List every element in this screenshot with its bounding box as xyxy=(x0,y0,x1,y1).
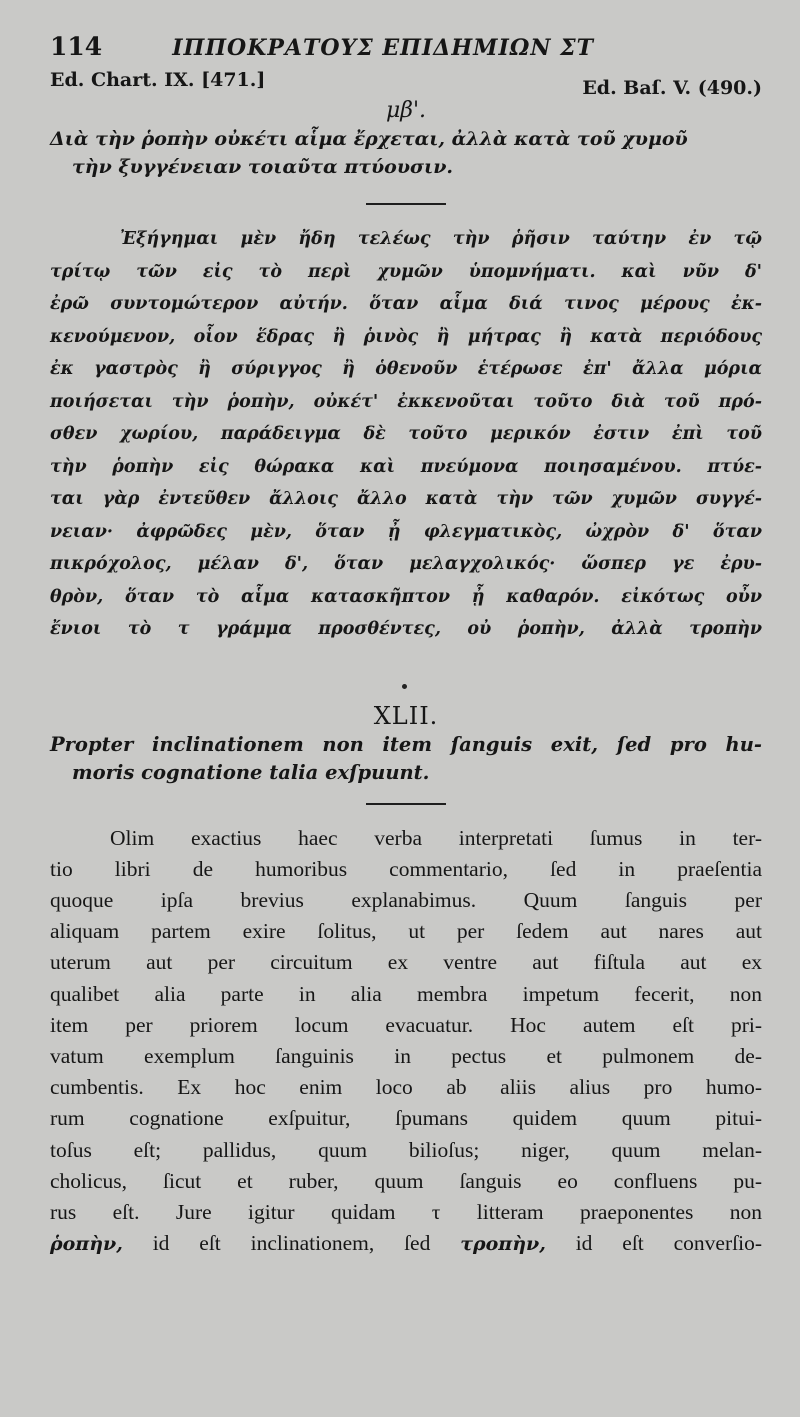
latin-text-segment: id eſt converſio- xyxy=(545,1231,762,1256)
page-header xyxy=(50,30,762,65)
greek-commentary-line: θρὸν, ὅταν τὸ αἷμα κατασκῆπτον ᾖ καθαρόν. εἰκότως οὖν xyxy=(50,586,762,607)
greek-commentary-line: ἐκ γαστρὸς ἢ σύριγγος ἢ ὁθενοῦν ἑτέρωσε ἐπ' ἄλλα μόρια xyxy=(50,359,762,379)
running-title: ΙΠΠΟΚΡΑΤΟΥΣ ΕΠΙΔΗΜΙΩΝ ΣΤ xyxy=(172,35,595,61)
latin-commentary-line: uterum aut per circuitum ex ventre aut fiſtula aut ex xyxy=(50,950,762,975)
greek-commentary-line: σθεν χωρίου, παράδειγμα δὲ τοῦτο μερικόν ἐστιν ἐπὶ τοῦ xyxy=(50,424,762,444)
greek-commentary-line: ποιήσεται τὴν ῥοπὴν, οὐκέτ' ἐκκενοῦται τοῦτο διὰ τοῦ πρό- xyxy=(50,391,762,412)
greek-commentary-line: πικρόχολος, μέλαν δ', ὅταν μελαγχολικός· ὥσπερ γε ἐρυ- xyxy=(50,554,762,574)
greek-commentary-line: κενούμενον, οἷον ἕδρας ἢ ῥινὸς ἢ μήτρας ἢ κατὰ περιόδους xyxy=(50,326,762,347)
edition-basel: Ed. Baſ. V. (490.) xyxy=(582,77,762,99)
latin-commentary-line: Olim exactius haec verba interpretati ſumus in ter- xyxy=(110,825,762,850)
greek-commentary-line: τρίτῳ τῶν εἰς τὸ περὶ χυμῶν ὑπομνήματι. καὶ νῦν δ' xyxy=(50,261,762,282)
greek-commentary-line: ται γὰρ ἐντεῦθεν ἄλλοις ἄλλο κατὰ τὴν τῶν χυμῶν συγγέ- xyxy=(50,489,762,509)
latin-commentary-line: item per priorem locum evacuatur. Hoc autem eſt pri- xyxy=(50,1012,762,1037)
greek-commentary-line: ἔνιοι τὸ τ γράμμα προσθέντες, οὐ ῥοπὴν, ἀλλὰ τροπὴν xyxy=(50,619,762,639)
greek-commentary-line: τὴν ῥοπὴν εἰς θώρακα καὶ πνεύμονα ποιησαμένου. πτύε- xyxy=(50,456,762,477)
latin-commentary-last-line xyxy=(50,1228,762,1260)
latin-aphorism-number: XLII. xyxy=(373,701,439,730)
latin-commentary-line: qualibet alia parte in alia membra impetum fecerit, non xyxy=(50,981,762,1006)
latin-commentary-line: cumbentis. Ex hoc enim loco ab aliis alius pro humo- xyxy=(50,1075,762,1100)
latin-commentary-line: toſus eſt; pallidus, quum bilioſus; niger, quum melan- xyxy=(50,1137,762,1162)
latin-commentary-line: aliquam partem exire ſolitus, ut per ſedem aut nares aut xyxy=(50,919,762,944)
latin-commentary-line: rus eſt. Jure igitur quidam τ litteram praeponentes non xyxy=(50,1199,762,1224)
section-divider xyxy=(366,203,446,205)
greek-lemma-line: τὴν ξυγγένειαν τοιαῦτα πτύουσιν. xyxy=(72,156,454,178)
page-number: 114 xyxy=(50,32,103,61)
latin-commentary-line: quoque ipſa brevius explanabimus. Quum ſanguis per xyxy=(50,887,762,912)
greek-commentary xyxy=(50,223,762,646)
ornament-dot xyxy=(402,684,407,689)
latin-commentary-line: rum cognatione exſpuitur, ſpumans quidem quum pitui- xyxy=(50,1106,762,1131)
latin-lemma xyxy=(50,731,762,787)
edition-references xyxy=(50,67,762,101)
latin-commentary xyxy=(50,823,762,1261)
latin-commentary-line: vatum exemplum ſanguinis in pectus et pulmonem de- xyxy=(50,1043,762,1068)
greek-lemma xyxy=(50,125,762,181)
edition-chartier: Ed. Chart. IX. [471.] xyxy=(50,69,266,91)
latin-commentary-line: tio libri de humoribus commentario, ſed in praeſentia xyxy=(50,856,762,881)
section-divider xyxy=(366,803,446,805)
greek-lemma-line: Διὰ τὴν ῥοπὴν οὐκέτι αἷμα ἔρχεται, ἀλλὰ κατὰ τοῦ χυμοῦ xyxy=(50,128,688,150)
latin-lemma-line: moris cognatione talia exſpuunt. xyxy=(72,760,430,784)
greek-commentary-line: Ἐξήγημαι μὲν ἤδη τελέως τὴν ῥῆσιν ταύτην ἐν τῷ xyxy=(120,229,762,249)
greek-term-rhope: ῥοπὴν, xyxy=(50,1233,123,1256)
greek-commentary-line: ἐρῶ συντομώτερον αὐτήν. ὅταν αἷμα διά τινος μέρους ἐκ- xyxy=(50,294,762,314)
latin-lemma-line: Propter inclinationem non item ſanguis exit, ſed pro hu- xyxy=(50,732,762,756)
greek-aphorism-number: μβ'. xyxy=(385,98,427,123)
greek-term-trope: τροπὴν, xyxy=(460,1233,546,1256)
latin-commentary-line: cholicus, ſicut et ruber, quum ſanguis eo confluens pu- xyxy=(50,1168,762,1193)
greek-commentary-line: νειαν· ἀφρῶδες μὲν, ὅταν ᾖ φλεγματικὸς, ὠχρὸν δ' ὅταν xyxy=(50,521,762,542)
latin-text-segment: id eſt inclinationem, ſed xyxy=(122,1231,461,1256)
